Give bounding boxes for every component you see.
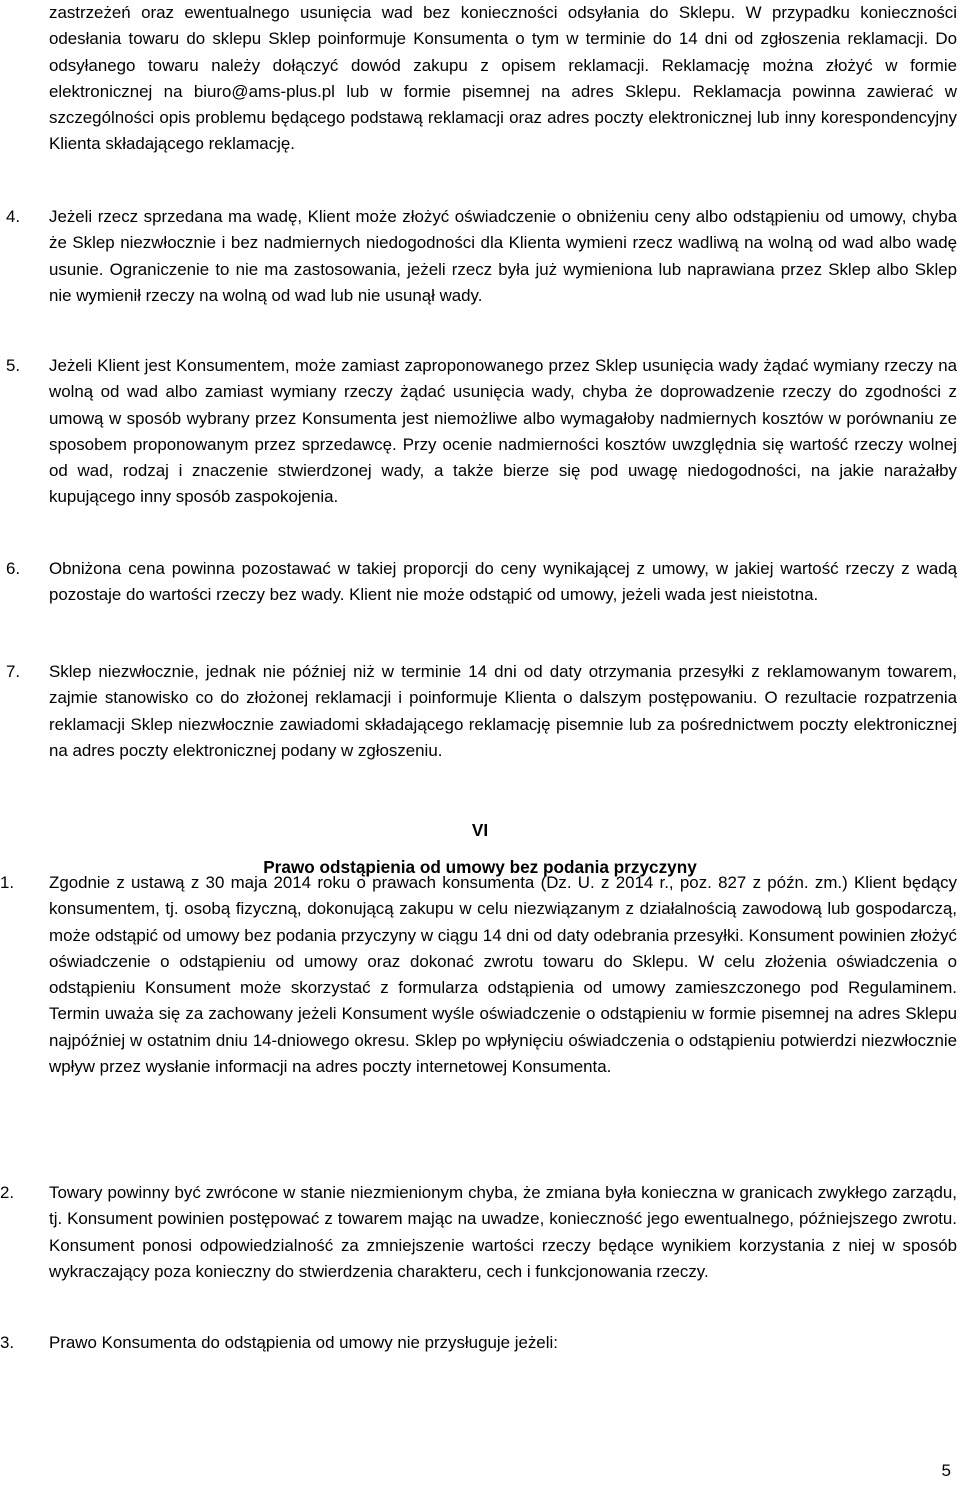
page-number: 5 xyxy=(941,1461,951,1480)
list-item-text: Prawo Konsumenta do odstąpienia od umowy nie przysługuje jeżeli: xyxy=(49,1333,558,1352)
section-title: Prawo odstąpienia od umowy bez podania przyczyny xyxy=(263,857,697,877)
item-number: 5. xyxy=(6,356,21,375)
list-item-text: Obniżona cena powinna pozostawać w takiej proporcji do ceny wynikającej z umowy, w jakiej wartość rzeczy z wadą pozostaje do wartości rzeczy bez wady. Klient nie może odstąpić od umowy, jeżeli wada jest nieistotna. xyxy=(49,559,957,605)
list-item-text: Zgodnie z ustawą z 30 maja 2014 roku o prawach konsumenta (Dz. U. z 2014 r., poz. 827 z późn. zm.) Klient będący konsumentem, tj. osobą fizyczną, dokonującą zakupu w celu niezwiązanym z działalnością zawodową lub gospodarczą, może odstąpić od umowy bez podania przyczyny w ciągu 14 dni od daty odebrania przesyłki. Konsument powinien złożyć oświadczenie o odstąpieniu od umowy oraz dokonać zwrotu towaru do Sklepu. W celu złożenia oświadczenia o odstąpieniu Konsument może skorzystać z formularza odstąpienia od umowy zamieszczonego pod Regulaminem. Termin uważa się za zachowany jeżeli Konsument wyśle oświadczenie o odstąpieniu w formie pisemnej na adres Sklepu najpóźniej w ostatnim dniu 14-dniowego okresu. Sklep po wpłynięciu oświadczenia o odstąpieniu potwierdzi niezwłocznie wpływ przez wysłanie informacji na adres poczty internetowej Konsumenta. xyxy=(49,873,957,1077)
list-item-text: Sklep niezwłocznie, jednak nie później niż w terminie 14 dni od daty otrzymania przesyłki z reklamowanym towarem, zajmie stanowisko co do złożonej reklamacji i poinformuje Klienta o dalszym postępowaniu. O rezultacie rozpatrzenia reklamacji Sklep niezwłocznie zawiadomi składającego reklamację pisemnie lub za pośrednictwem poczty elektronicznej na adres poczty elektronicznej podany w zgłoszeniu. xyxy=(49,662,957,760)
item-number: 4. xyxy=(6,207,21,226)
item-number: 6. xyxy=(6,559,21,578)
list-item-text: Jeżeli Klient jest Konsumentem, może zamiast zaproponowanego przez Sklep usunięcia wady żądać wymiany rzeczy na wolną od wad albo zamiast wymiany rzeczy żądać usunięcia wady, chyba że doprowadzenie rzeczy do zgodności z umową w sposób wybrany przez Konsumenta jest niemożliwe albo wymagałoby nadmiernych kosztów w porównaniu ze sposobem proponowanym przez sprzedawcę. Przy ocenie nadmierności kosztów uwzględnia się wartość rzeczy wolnej od wad, rodzaj i znaczenie stwierdzonej wady, a także bierze się pod uwagę niedogodności, na jakie narażałby kupującego inny sposób zaspokojenia. xyxy=(49,356,957,507)
intro-paragraph: zastrzeżeń oraz ewentualnego usunięcia wad bez konieczności odsyłania do Sklepu. W przypadku konieczności odesłania towaru do sklepu Sklep poinformuje Konsumenta o tym w terminie do 14 dni od zgłoszenia reklamacji. Do odsyłanego towaru należy dołączyć dowód zakupu z opisem reklamacji. Reklamację można złożyć w formie elektronicznej na biuro@ams-plus.pl lub w formie pisemnej na adres Sklepu. Reklamacja powinna zawierać w szczególności opis problemu będącego podstawą reklamacji oraz adres poczty elektronicznej lub inny korespondencyjny Klienta składającego reklamację. xyxy=(49,3,957,154)
list-item-text: Jeżeli rzecz sprzedana ma wadę, Klient może złożyć oświadczenie o obniżeniu ceny albo odstąpieniu od umowy, chyba że Sklep niezwłocznie i bez nadmiernych niedogodności dla Klienta wymieni rzecz wadliwą na wolną od wad albo wadę usunie. Ograniczenie to nie ma zastosowania, jeżeli rzecz była już wymieniona lub naprawiana przez Sklep albo Sklep nie wymienił rzeczy na wolną od wad lub nie usunął wady. xyxy=(49,207,957,305)
list-item-text: Towary powinny być zwrócone w stanie niezmienionym chyba, że zmiana była konieczna w granicach zwykłego zarządu, tj. Konsument powinien postępować z towarem mając na uwadze, konieczność jego ewentualnego, późniejszego zwrotu. Konsument ponosi odpowiedzialność za zmniejszenie wartości rzeczy będące wynikiem korzystania z niej w sposób wykraczający poza konieczny do stwierdzenia charakteru, cech i funkcjonowania rzeczy. xyxy=(49,1183,957,1281)
item-number: 7. xyxy=(6,662,21,681)
section-roman-numeral: VI xyxy=(471,820,489,840)
item-number: 2. xyxy=(0,1183,15,1202)
item-number: 3. xyxy=(0,1333,15,1352)
item-number: 1. xyxy=(0,873,15,892)
